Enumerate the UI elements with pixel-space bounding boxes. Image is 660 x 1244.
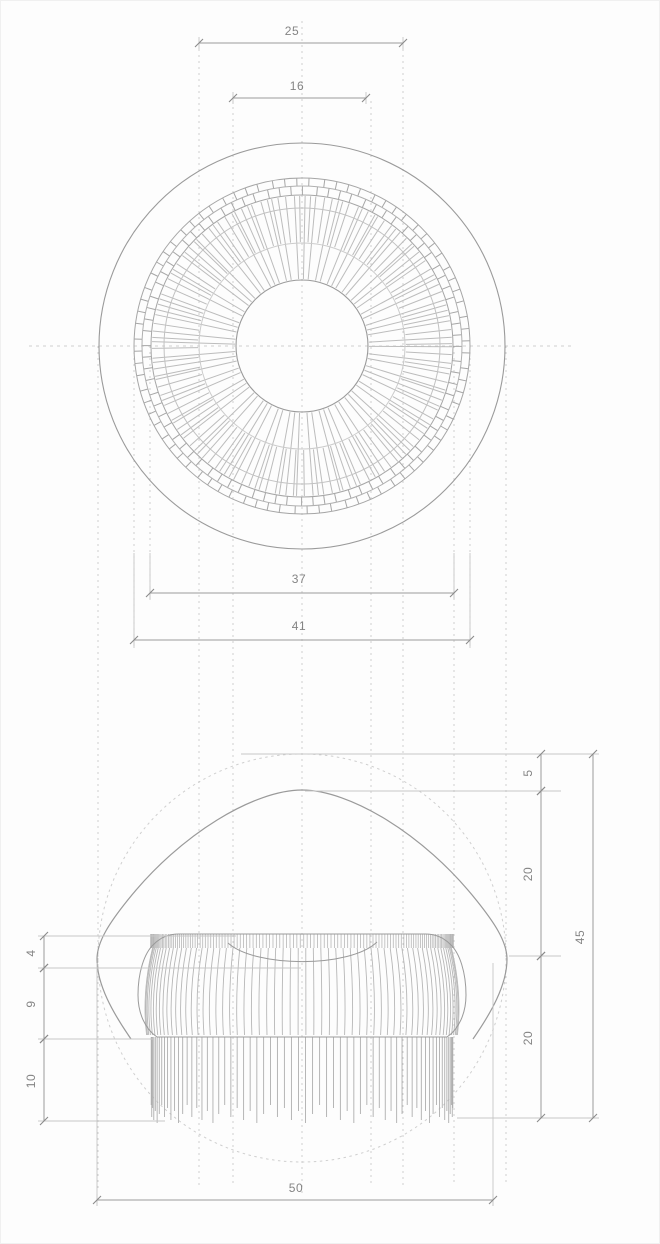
sheet-background [1,1,660,1244]
dim-20-upper-label: 20 [521,866,535,882]
dim-5-label: 5 [521,769,535,777]
dim-10-label: 10 [24,1073,38,1089]
dim-4-label: 4 [24,949,38,957]
dim-45-label: 45 [573,929,587,945]
dim-41-label: 41 [291,619,307,633]
technical-drawing-canvas [1,1,660,1244]
dim-20-lower-label: 20 [521,1030,535,1046]
dim-50-label: 50 [288,1181,304,1195]
dim-37-label: 37 [291,572,307,586]
dim-16-label: 16 [289,79,305,93]
dim-9-label: 9 [24,1000,38,1008]
dim-25-label: 25 [284,24,300,38]
